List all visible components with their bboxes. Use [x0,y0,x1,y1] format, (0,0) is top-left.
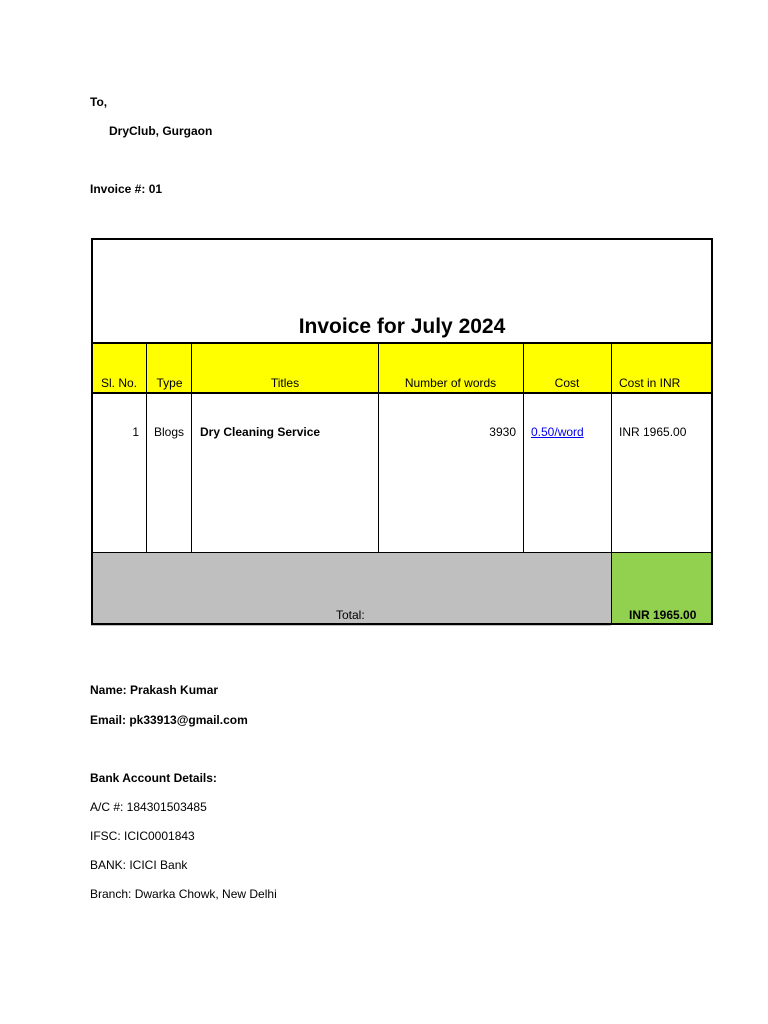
total-value: INR 1965.00 [629,608,697,622]
row-title: Dry Cleaning Service [200,425,321,439]
row-sl-no: 1 [132,425,139,439]
header-type: Type [147,342,192,394]
sender-email: Email: pk33913@gmail.com [90,713,248,727]
header-number-of-words: Number of words [378,342,523,394]
to-label: To, [90,95,108,109]
header-cost: Cost [523,342,611,394]
bank-heading: Bank Account Details: [90,771,217,785]
bank-branch: Branch: Dwarka Chowk, New Delhi [90,887,277,901]
header-titles: Titles [192,342,378,394]
invoice-title: Invoice for July 2024 [298,315,506,338]
header-sl-no: Sl. No. [91,342,147,394]
invoice-table [91,238,713,625]
bank-account: A/C #: 184301503485 [90,800,207,814]
sender-name: Name: Prakash Kumar [90,683,219,697]
total-label: Total: [336,608,365,622]
row-type: Blogs [154,425,185,439]
bank-ifsc: IFSC: ICIC0001843 [90,829,195,843]
row-cost-inr: INR 1965.00 [619,425,687,439]
bank-name: BANK: ICICI Bank [90,858,188,872]
cost-link[interactable]: 0.50/word [531,425,584,439]
header-cost-in-inr: Cost in INR [611,342,713,394]
row-words: 3930 [489,425,516,439]
invoice-number: Invoice #: 01 [90,182,163,196]
recipient-name: DryClub, Gurgaon [109,124,213,138]
